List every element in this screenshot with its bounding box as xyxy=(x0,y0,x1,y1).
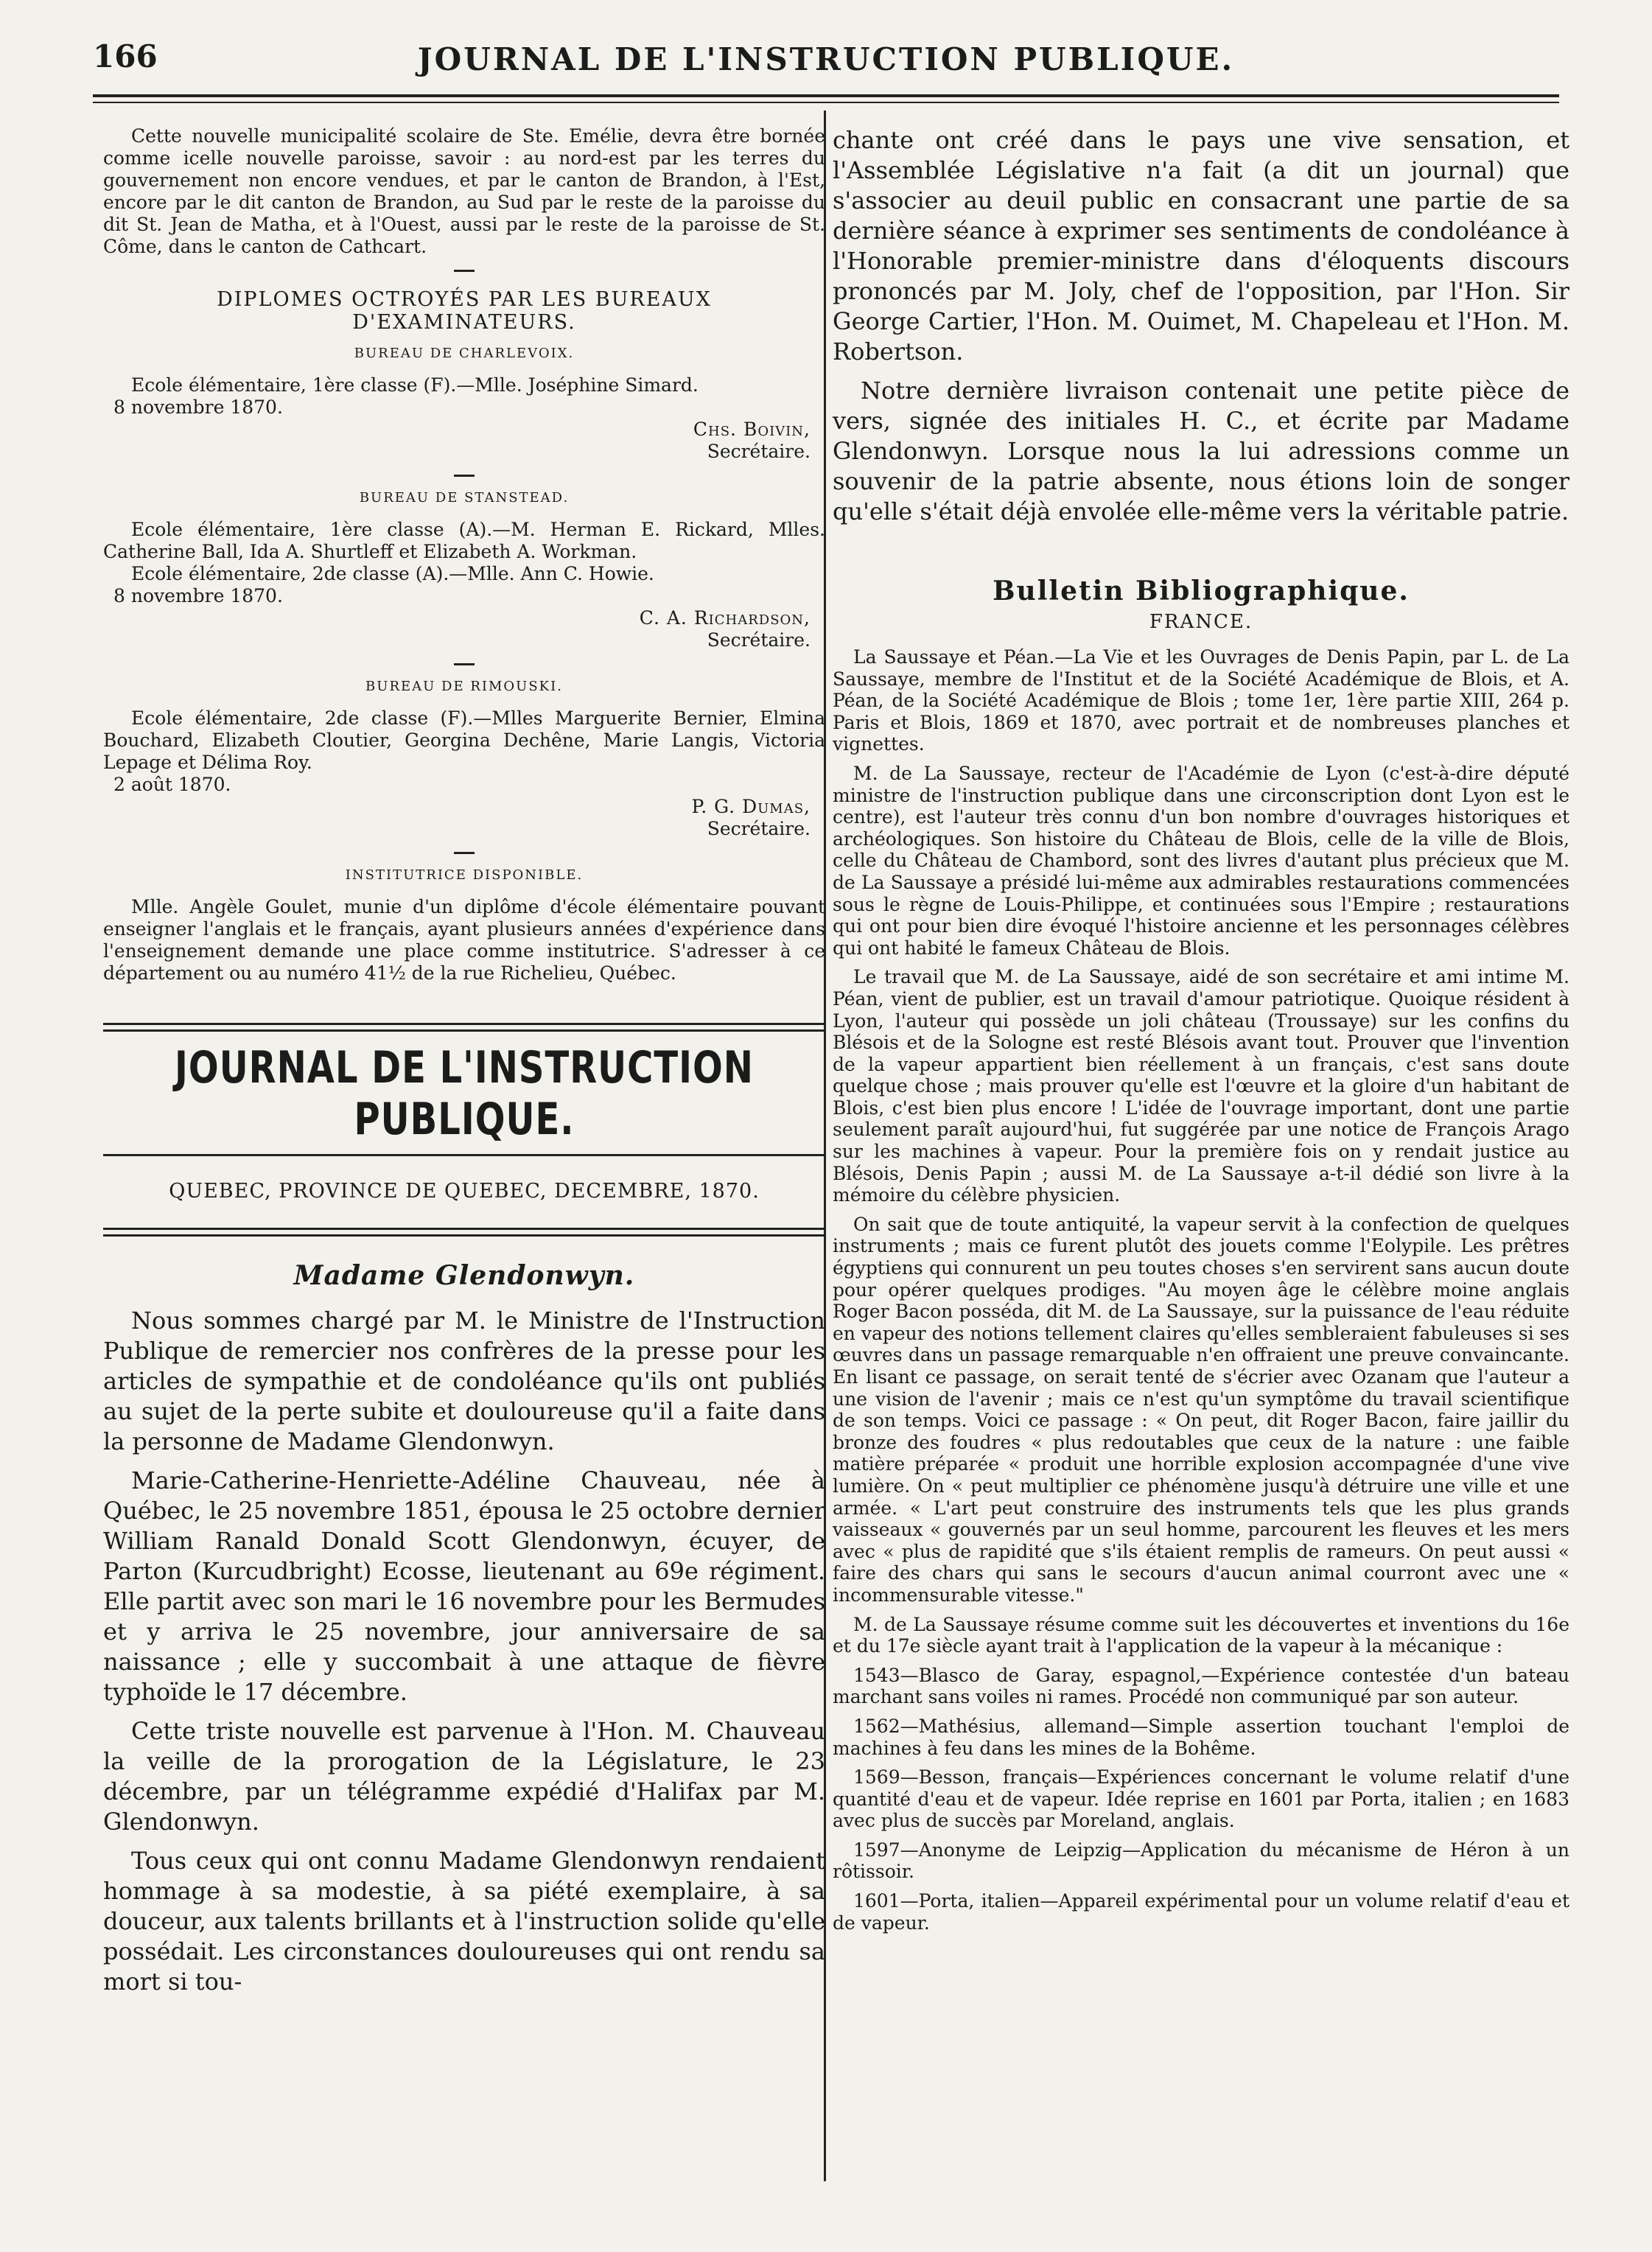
municipality-notice: Cette nouvelle municipalité scolaire de Ste. Emélie, devra être bornée comme icelle nouvelle paroisse, savoir : au nord-est par les terres du gouvernement non encore vendues, et par le canton de Brandon, à l'Est, encore par le dit canton de Brandon, au Sud par le reste de la paroisse du dit St. Jean de Matha, et à l'Ouest, aussi par le reste de la paroisse de St. Côme, dans le canton de Cathcart. xyxy=(103,125,825,257)
double-rule xyxy=(103,1228,825,1237)
bureau-stanstead-signature: C. A. Richardson, xyxy=(639,607,811,629)
review-paragraph-4: M. de La Saussaye résume comme suit les découvertes et inventions du 16e et du 17e siècle ayant trait à l'application de la vapeur à la mécanique : xyxy=(833,1613,1569,1657)
running-title: JOURNAL DE L'INSTRUCTION PUBLIQUE. xyxy=(417,41,1235,77)
bureau-charlevoix-role: Secrétaire. xyxy=(707,441,811,462)
bureau-rimouski-text: Ecole élémentaire, 2de classe (F).—Mlles Marguerite Bernier, Elmina Bouchard, Elizabeth Cloutier, Georgina Dechêne, Marie Langis, Victoria Lepage et Délima Roy. xyxy=(103,707,825,773)
separator xyxy=(454,475,475,477)
bureau-charlevoix-heading: BUREAU DE CHARLEVOIX. xyxy=(354,346,575,361)
bureau-stanstead-text-2: Ecole élémentaire, 2de classe (A).—Mlle. Ann C. Howie. xyxy=(131,563,654,584)
article-paragraph-vers: Notre dernière livraison contenait une petite pièce de vers, signée des initiales H. C., et écrite par Madame Glendonwyn. Lorsque nous la lui adressions comme un souvenir de la patrie absente, nous étions loin de songer qu'elle s'était déjà envolée elle-même vers la véritable patrie. xyxy=(833,377,1569,525)
timeline-1597: 1597—Anonyme de Leipzig—Application du mécanisme de Héron à un rôtissoir. xyxy=(833,1839,1569,1883)
double-rule xyxy=(103,1023,825,1032)
bibliography-entry: La Saussaye et Péan.—La Vie et les Ouvrages de Denis Papin, par L. de La Saussaye, membre de l'Institut et de la Société Académique de Blois, et A. Péan, de la Société Académique de Blois ; tome 1er, 1ère partie XIII, 264 p. Paris et Blois, 1869 et 1870, avec portrait et de nombreuses planches et vignettes. xyxy=(833,646,1569,755)
bureau-rimouski-signature: P. G. Dumas, xyxy=(691,796,811,817)
dateline: QUEBEC, PROVINCE DE QUEBEC, DECEMBRE, 1870. xyxy=(169,1180,760,1203)
running-header xyxy=(93,38,1559,83)
separator xyxy=(454,852,475,854)
separator xyxy=(454,663,475,665)
review-paragraph-3: On sait que de toute antiquité, la vapeur servit à la confection de quelques instruments ; mais ce furent plutôt des jouets comme l'Eolypile. Les prêtres égyptiens qui connurent un peu toutes choses s'en servirent sans aucun doute pour opérer quelques prodiges. "Au moyen âge le célèbre moine anglais Roger Bacon posséda, dit M. de La Saussaye, sur la puissance de l'eau réduite en vapeur des notions tellement claires qu'elles sembleraient fabuleuses si ses œuvres dans un passage remarquable n'en offraient une preuve convaincante. En lisant ce passage, on serait tenté de s'écrier avec Ozanam que l'auteur a une vision de l'avenir ; mais ce n'est qu'un symptôme du travail scientifique de son temps. Voici ce passage : « On peut, dit Roger Bacon, faire jaillir du bronze des foudres « plus redoutables que ceux de la nature : une faible matière préparée « produit une horrible explosion accompagnée d'une vive lumière. On « peut multiplier ce phénomène jusqu'à détruire une ville et une armée. « L'art peut construire des instruments tels que les plus grands vaisseaux « gouvernés par un seul homme, parcourent les fleuves et les mers avec « plus de rapidité que s'ils étaient remplis de rameurs. On peut aussi « faire des chars qui sans le secours d'aucun animal courront avec une « incommensurable vitesse." xyxy=(833,1213,1569,1606)
article-continuation: chante ont créé dans le pays une vive sensation, et l'Assemblée Législative n'a fait (a dit un journal) que s'associer au deuil public en consacrant une partie de sa dernière séance à exprimer ses sentiments de condoléance à l'Honorable premier-ministre dans d'éloquents discours prononcés par M. Joly, chef de l'opposition, par l'Hon. Sir George Cartier, l'Hon. M. Ouimet, M. Chapeleau et l'Hon. M. Robertson. xyxy=(833,126,1569,366)
article-paragraph-4: Tous ceux qui ont connu Madame Glendonwyn rendaient hommage à sa modestie, à sa piété exemplaire, à sa douceur, aux talents brillants et à l'instruction solide qu'elle possédait. Les circonstances douloureuses qui ont rendu sa mort si tou- xyxy=(103,1847,825,1996)
right-column xyxy=(833,125,1569,1941)
bureau-rimouski-date: 2 août 1870. xyxy=(113,774,231,795)
review-paragraph-1: M. de La Saussaye, recteur de l'Académie de Lyon (c'est-à-dire député ministre de l'instruction publique dans une circonscription dont Lyon est le centre), est l'auteur très connu d'un bon nombre d'ouvrages historiques et archéologiques. Son histoire du Château de Blois, celle de la ville de Blois, celle du Château de Chambord, sont des livres d'autant plus précieux que M. de La Saussaye a présidé lui-même aux admirables restaurations commencées sous le règne de Louis-Philippe, et continuées sous l'Empire ; restaurations qui ont pour bien dire évoqué l'histoire ancienne et les personnages célèbres qui ont habité le fameux Château de Blois. xyxy=(833,762,1569,959)
header-rule xyxy=(93,94,1559,97)
bureau-charlevoix-signature: Chs. Boivin, xyxy=(693,419,811,440)
bureau-stanstead-date: 8 novembre 1870. xyxy=(113,585,283,606)
timeline-1562: 1562—Mathésius, allemand—Simple assertion touchant l'emploi de machines à feu dans les mines de la Bohême. xyxy=(833,1715,1569,1759)
institutrice-heading: INSTITUTRICE DISPONIBLE. xyxy=(345,867,584,883)
bulletin-heading: Bulletin Bibliographique. xyxy=(993,576,1410,606)
separator xyxy=(454,270,475,272)
bureau-stanstead-role: Secrétaire. xyxy=(707,629,811,651)
bureau-charlevoix-text: Ecole élémentaire, 1ère classe (F).—Mlle. Joséphine Simard. xyxy=(131,374,699,396)
institutrice-text: Mlle. Angèle Goulet, munie d'un diplôme d'école élémentaire pouvant enseigner l'anglais et le français, ayant plusieurs années d'expérience dans l'enseignement demande une place comme institutrice. S'adresser à ce département ou au numéro 41½ de la rue Richelieu, Québec. xyxy=(103,896,825,984)
header-rule-thin xyxy=(93,102,1559,103)
bureau-charlevoix-date: 8 novembre 1870. xyxy=(113,396,283,418)
review-paragraph-2: Le travail que M. de La Saussaye, aidé de son secrétaire et ami intime M. Péan, vient de publier, est un travail d'amour patriotique. Quoique résident à Lyon, l'auteur qui possède un joli château (Troussaye) sur les confins du Blésois et de la Sologne est resté Blésois avant tout. Prouver que l'invention de la vapeur appartient bien réellement à un français, c'est sans doute quelque chose ; mais prouver qu'elle est l'œuvre et la gloire d'un habitant de Blois, c'est bien plus encore ! L'idée de l'ouvrage important, dont une partie seulement paraît aujourd'hui, fut suggérée par une notice de François Arago sur les machines à vapeur. Pour la première fois on y rendait justice au Blésois, Denis Papin ; aussi M. de La Saussaye a-t-il dédié son livre à la mémoire du célèbre physicien. xyxy=(833,966,1569,1206)
journal-masthead: JOURNAL DE L'INSTRUCTION PUBLIQUE. xyxy=(175,1042,754,1145)
article-paragraph-1: Nous sommes chargé par M. le Ministre de l'Instruction Publique de remercier nos confrères de la presse pour les articles de sympathie et de condoléance qu'ils ont publiés au sujet de la perte subite et douloureuse qu'il a faite dans la personne de Madame Glendonwyn. xyxy=(103,1307,825,1455)
bureau-rimouski-heading: BUREAU DE RIMOUSKI. xyxy=(365,679,563,694)
bureau-stanstead-text-1: Ecole élémentaire, 1ère classe (A).—M. Herman E. Rickard, Mlles. Catherine Ball, Ida A. Shurtleff et Elizabeth A. Workman. xyxy=(103,519,825,562)
article-title: Madame Glendonwyn. xyxy=(293,1260,635,1291)
section-france: FRANCE. xyxy=(1149,611,1253,633)
bureau-rimouski-role: Secrétaire. xyxy=(707,818,811,839)
page-number: 166 xyxy=(93,38,158,74)
article-paragraph-2: Marie-Catherine-Henriette-Adéline Chauveau, née à Québec, le 25 novembre 1851, épousa le 25 octobre dernier William Ranald Donald Scott Glendonwyn, écuyer, de Parton (Kurcudbright) Ecosse, lieutenant au 69e régiment. Elle partit avec son mari le 16 novembre pour les Bermudes et y arriva le 25 novembre, jour anniversaire de sa naissance ; elle y succombait à une attaque de fièvre typhoïde le 17 décembre. xyxy=(103,1466,825,1706)
diplomas-heading: DIPLOMES OCTROYÉS PAR LES BUREAUX D'EXAMINATEURS. xyxy=(217,288,712,334)
bureau-stanstead-heading: BUREAU DE STANSTEAD. xyxy=(359,490,570,506)
rule xyxy=(103,1154,825,1156)
timeline-1601: 1601—Porta, italien—Appareil expérimental pour un volume relatif d'eau et de vapeur. xyxy=(833,1890,1569,1934)
timeline-1543: 1543—Blasco de Garay, espagnol,—Expérience contestée d'un bateau marchant sans voiles ni rames. Procédé non communiqué par son auteur. xyxy=(833,1664,1569,1708)
timeline-1569: 1569—Besson, français—Expériences concernant le volume relatif d'une quantité d'eau et de vapeur. Idée reprise en 1601 par Porta, italien ; en 1683 avec plus de succès par Moreland, anglais. xyxy=(833,1766,1569,1832)
article-paragraph-3: Cette triste nouvelle est parvenue à l'Hon. M. Chauveau la veille de la prorogation de la Législature, le 23 décembre, par un télégramme expédié d'Halifax par M. Glendonwyn. xyxy=(103,1717,825,1836)
left-column xyxy=(103,125,825,2006)
